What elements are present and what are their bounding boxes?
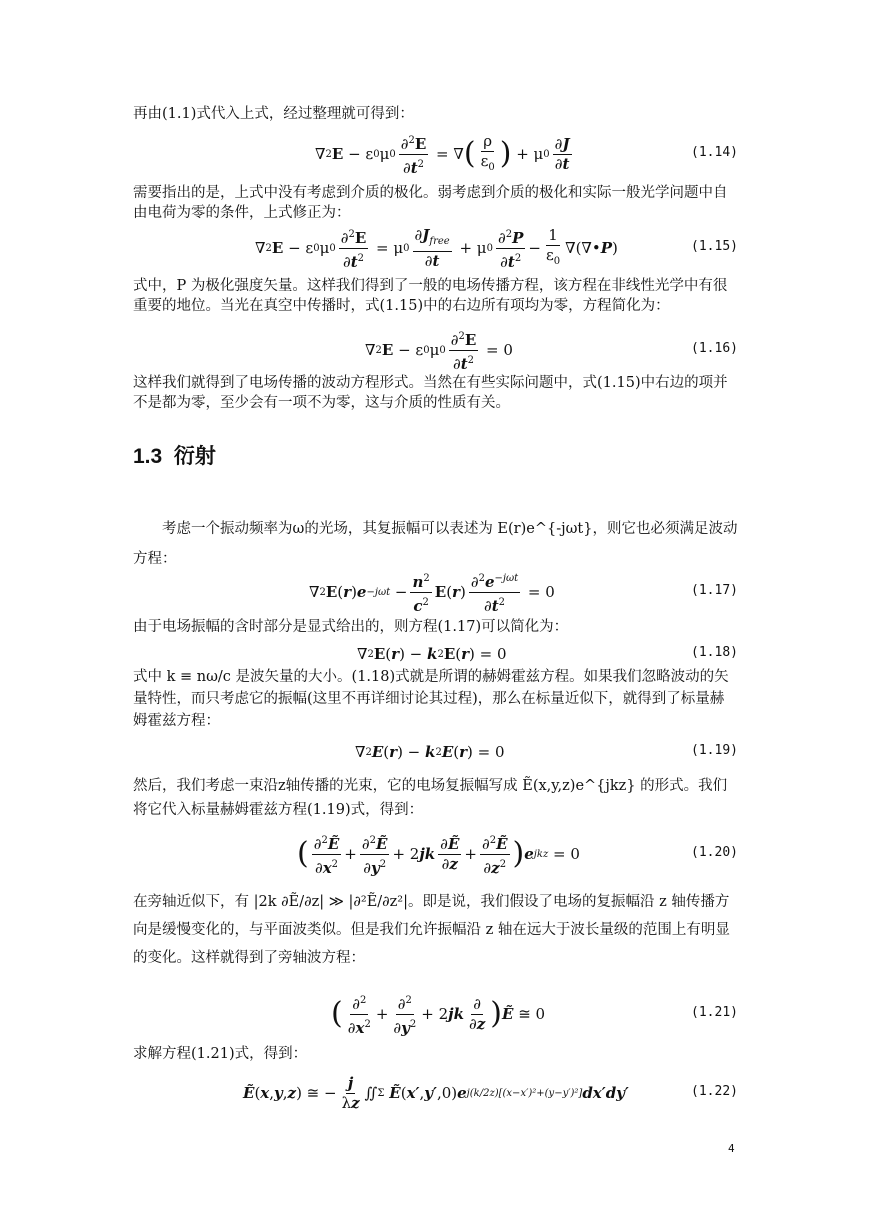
equation-number: (1.22) [691, 1084, 738, 1099]
paragraph: 式中 k ≡ nω/c 是波矢量的大小。(1.18)式就是所谓的赫姆霍兹方程。如果我们忽略波动的矢量特性，而只考虑它的振幅(这里不再详细讨论其过程)，那么在标量近似下，就得到了标量赫姆霍兹方程： [133, 669, 729, 729]
equation-number: (1.17) [691, 583, 738, 598]
paragraph: 式中，P 为极化强度矢量。这样我们得到了一般的电场传播方程，该方程在非线性光学中有很重要的地位。当光在真空中传播时，式(1.15)中的右边所有项均为零，方程简化为： [133, 278, 728, 314]
equation-number: (1.21) [691, 1005, 738, 1020]
equation-1-18: ∇ 2 E ( r ) − k 2 E ( r ) = 0 (1.18) [357, 645, 738, 663]
paragraph: 考虑一个振动频率为ω的光场，其复振幅可以表述为 E(r)e^{-jωt}，则它也必须满足波动方程： [133, 521, 738, 567]
equation-number: (1.16) [691, 341, 738, 356]
equation-1-21: ( $\frac{\partial^2}{\partial x^2}$ + $\frac{\partial^2}{\partial y^2}$ + 2 jk $\frac{\partial}{\partial z}$ ) Ẽ ≅ 0 (1.21) [133, 994, 738, 1034]
paragraph: 这样我们就得到了电场传播的波动方程形式。当然在有些实际问题中，式(1.15)中右边的项并不是都为零，至少会有一项不为零，这与介质的性质有关。 [133, 375, 728, 411]
equation-1-15: ∇ 2 E − ε 0 μ 0 $\frac{\partial^2E}{\partial t^2}$ = μ 0 $\frac{\partial J_{free}}{\partial t}$ + μ 0 $\frac{\partial^2P}{\partial t^2}$ − $\frac{1}{\varepsilon_0}$ ∇(∇• P ) (1.15) [255, 225, 738, 271]
paragraph: 在旁轴近似下，有 |2k ∂Ẽ/∂z| ≫ |∂²Ẽ/∂z²|。即是说，我们假设了电场的复振幅沿 z 轴传播方向是缓慢变化的，与平面波类似。但是我们允许振幅沿 z 轴在远大于波长量级的范围上有明显的变化。这样就得到了旁轴波方程： [133, 894, 730, 966]
paragraph: 由于电场振幅的含时部分是显式给出的，则方程(1.17)可以简化为： [133, 619, 569, 635]
section-heading [133, 440, 216, 470]
equation-number: (1.15) [691, 239, 738, 254]
equation-number: (1.20) [691, 845, 738, 860]
equation-1-20: ( $\frac{\partial^2Ẽ}{\partial x^2}$ + $\frac{\partial^2Ẽ}{\partial y^2}$ + 2 jk $\frac{\text{∂Ẽ}}{\partial z}$ + $\frac{\partial^2Ẽ}{\partial z^2}$ ) e jkz = 0 (1.20) [133, 834, 738, 874]
equation-number: (1.14) [691, 145, 738, 160]
section-number: 1.3 [133, 445, 163, 468]
equation-1-16: ∇ 2 E − ε 0 μ 0 $\frac{\partial^2E}{\partial t^2}$ = 0 (1.16) [133, 330, 738, 370]
equation-1-22: Ẽ ( x , y , z ) ≅ − $\frac{j}{\lambda z}$ ∬ Σ Ẽ ( x′ , y′ ,0) e j(k/2z)[(x−x′)²+(y−y′)²] dx′dy′ (1.22) [243, 1073, 738, 1112]
paragraph: 然后，我们考虑一束沿z轴传播的光束，它的电场复振幅写成 Ẽ(x,y,z)e^{jkz} 的形式。我们将它代入标量赫姆霍兹方程(1.19)式，得到： [133, 778, 728, 818]
paragraph: 求解方程(1.21)式，得到： [133, 1046, 308, 1062]
page-number: 4 [728, 1142, 735, 1155]
equation-number: (1.18) [691, 645, 738, 660]
equation-1-19: ∇ 2 E ( r ) − k 2 E ( r ) = 0 (1.19) [355, 743, 738, 761]
paragraph: 需要指出的是，上式中没有考虑到介质的极化。弱考虑到介质的极化和实际一般光学问题中自由电荷为零的条件，上式修正为： [133, 185, 728, 221]
equation-1-14: ∇ 2 E − ε 0 μ 0 $\frac{\partial^2E}{\partial t^2}$ = ∇ ( $\frac{\rho}{\varepsilon_0}$ ) + μ 0 $\frac{\partial J}{\partial t}$ (1.14) [315, 131, 738, 177]
equation-1-17: ∇ 2 E ( r ) e −jωt − $\frac{n^2}{c^2}$ E ( r ) $\frac{\partial^2e^{-j\omega t}}{\partial t^2}$ = 0 (1.17) [133, 572, 738, 612]
paragraph: 再由(1.1)式代入上式，经过整理就可得到： [133, 106, 414, 122]
section-title: 衍射 [173, 445, 216, 468]
equation-number: (1.19) [691, 743, 738, 758]
